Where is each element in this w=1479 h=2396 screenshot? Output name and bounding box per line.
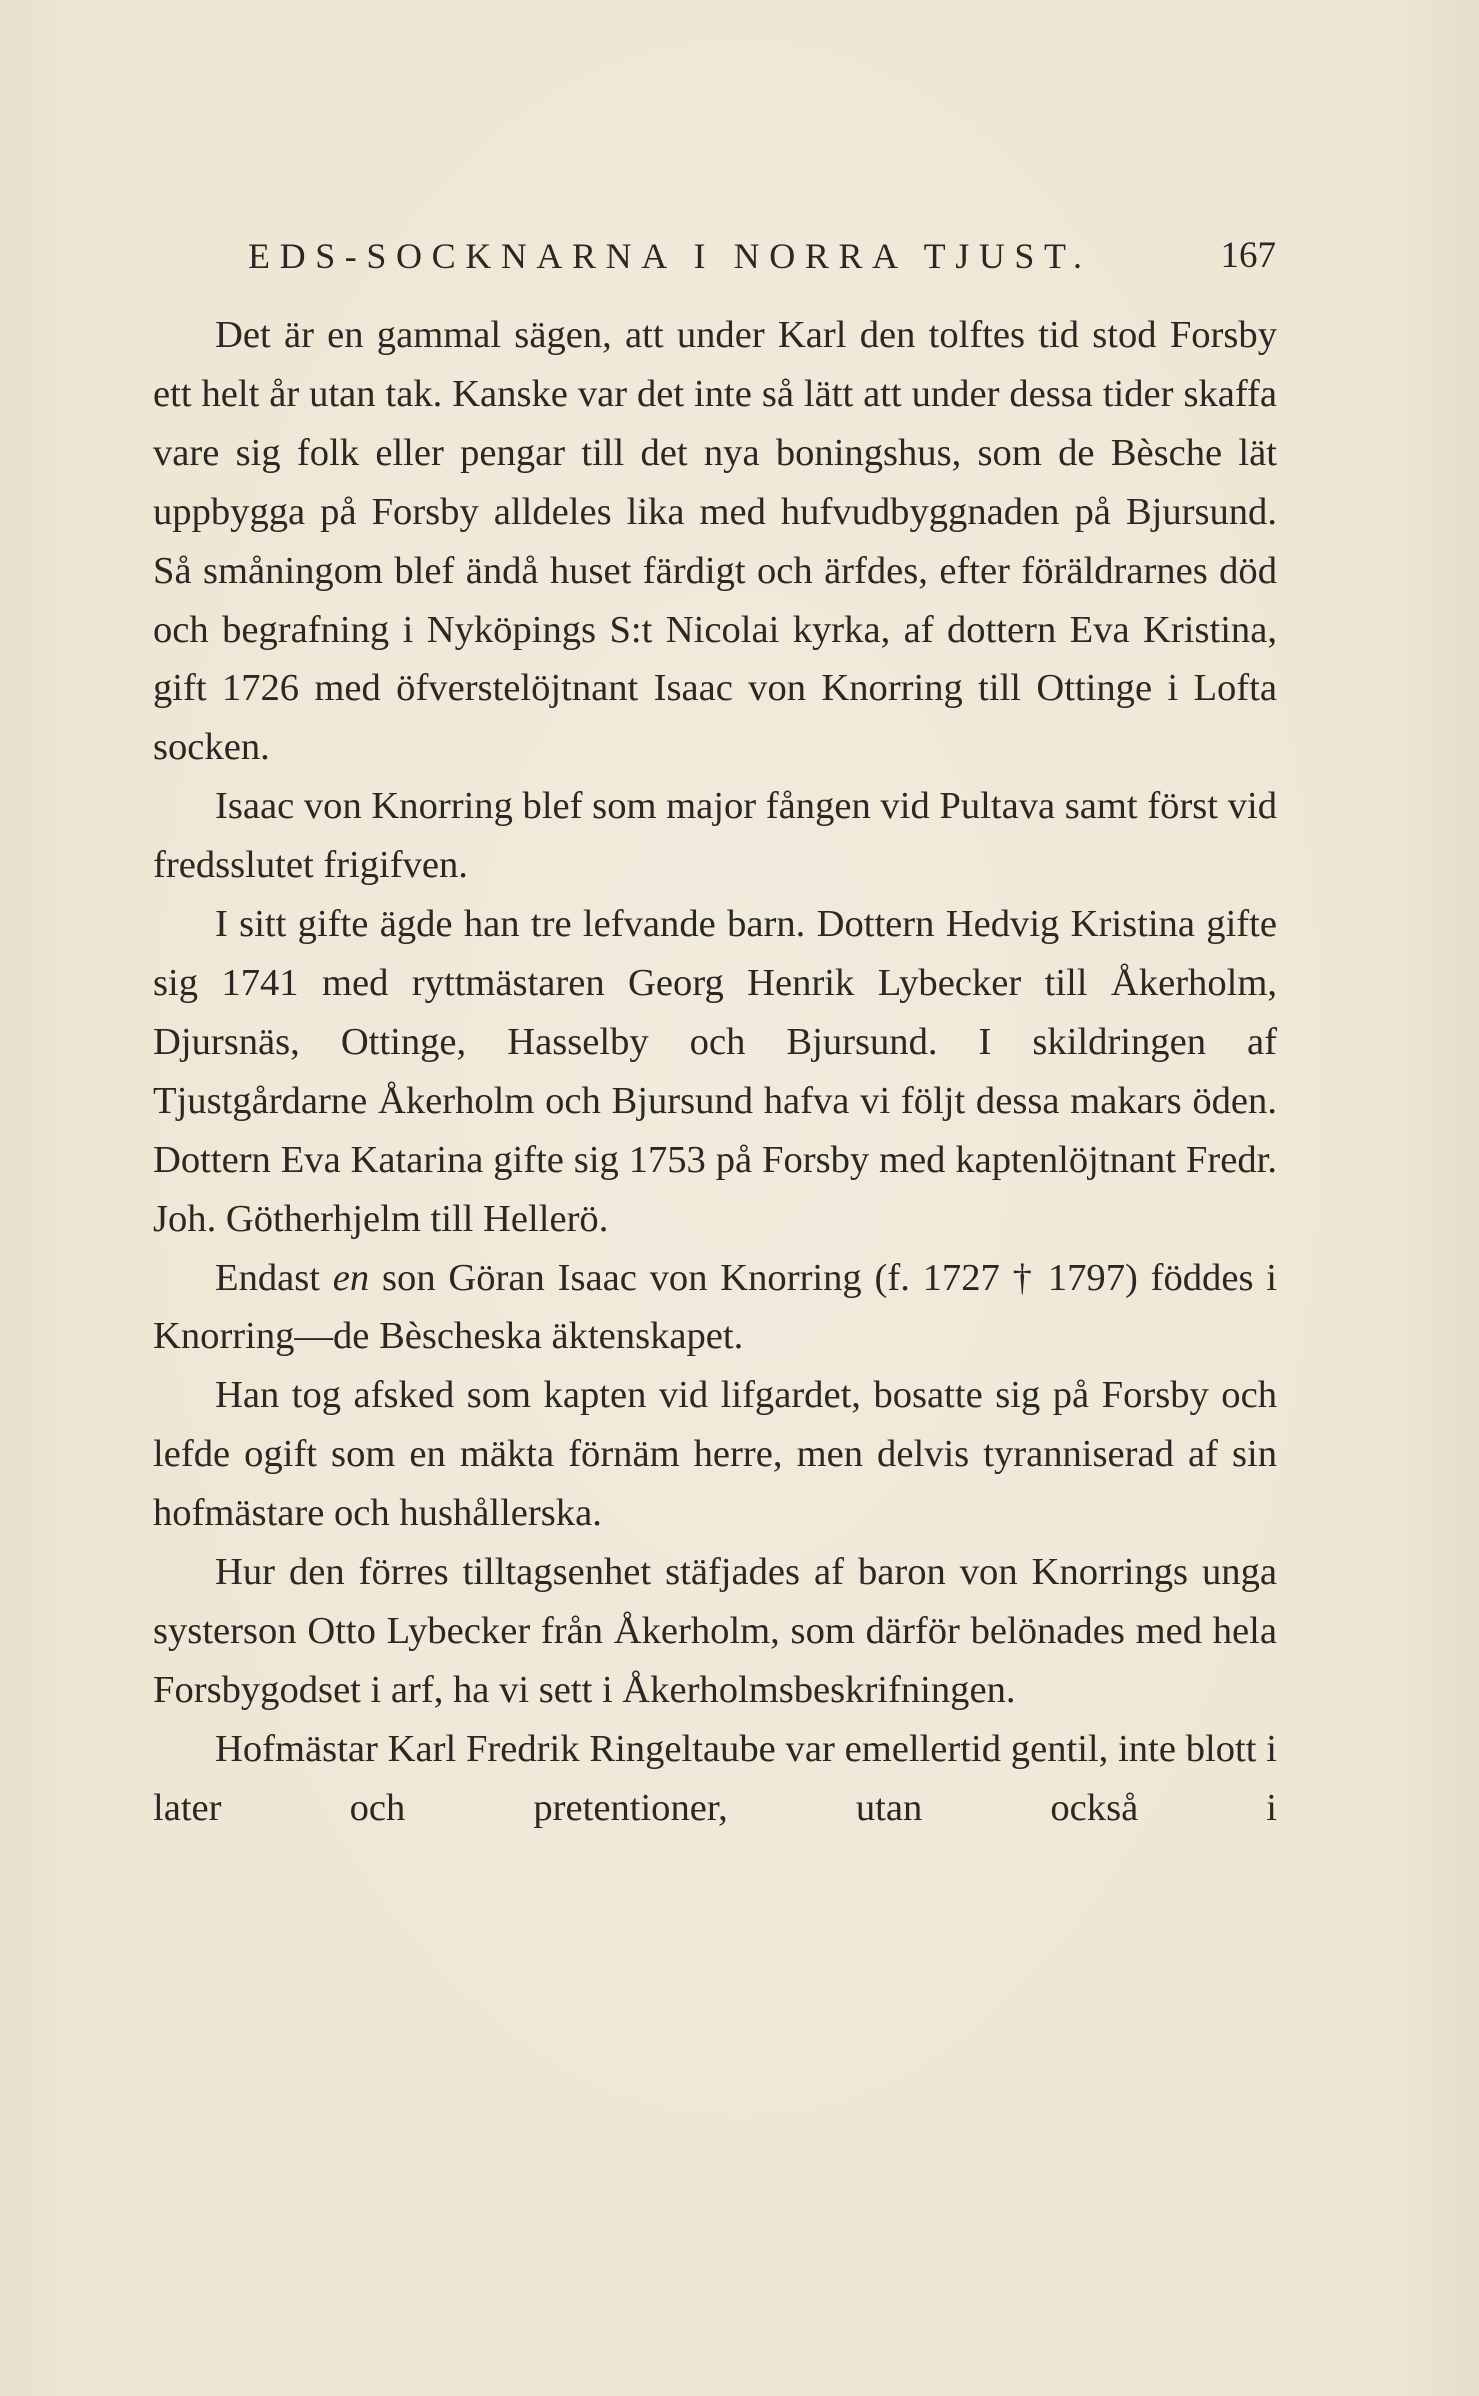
body-text: [153, 306, 1277, 1838]
page-number: 167: [1220, 235, 1276, 276]
italic-emphasis: en: [332, 1256, 370, 1299]
paragraph: Det är en gammal sägen, att under Karl den tolftes tid stod Forsby ett helt år utan tak. Kanske var det inte så lätt att under dessa tider skaffa vare sig folk eller pengar till det nya boningshus, som de Bèsche lät uppbygga på Forsby alldeles lika med hufvudbyggnaden på Bjursund. Så småningom blef ändå huset färdigt och ärfdes, efter föräldrarnes död och begrafning i Nyköpings S:t Nicolai kyrka, af dottern Eva Kristina, gift 1726 med öfverstelöjtnant Isaac von Knorring till Ottinge i Lofta socken.: [153, 314, 1277, 769]
paragraph: [153, 1249, 1277, 1367]
paragraph-text-end: son Göran Isaac von Knorring (f. 1727 † 1797) föddes i Knorring—de Bèscheska äktenskapet.: [153, 1256, 1277, 1358]
page-header: [248, 226, 1276, 286]
paragraph: Hur den förres tilltagsenhet stäfjades af baron von Knorrings unga systerson Otto Lybecker från Åkerholm, som därför belönades med hela Forsbygodset i arf, ha vi sett i Åkerholmsbeskrifningen.: [153, 1551, 1277, 1711]
paragraph: Han tog afsked som kapten vid lifgardet, bosatte sig på Forsby och lefde ogift som en mäkta förnäm herre, men delvis tyranniserad af sin hofmästare och hushållerska.: [153, 1374, 1277, 1535]
paragraph: I sitt gifte ägde han tre lefvande barn. Dottern Hedvig Kristina gifte sig 1741 med ryttmästaren Georg Henrik Lybecker till Åkerholm, Djursnäs, Ottinge, Hasselby och Bjursund. I skildringen af Tjustgårdarne Åkerholm och Bjursund hafva vi följt dessa makars öden. Dottern Eva Katarina gifte sig 1753 på Forsby med kaptenlöjtnant Fredr. Joh. Götherhjelm till Hellerö.: [153, 903, 1277, 1240]
paragraph: Hofmästar Karl Fredrik Ringeltaube var emellertid gentil, inte blott i later och pretentioner, utan också i: [153, 1727, 1277, 1829]
paragraph: Isaac von Knorring blef som major fången vid Pultava samt först vid fredsslutet frigifven.: [153, 785, 1277, 887]
paragraph-text-start: Endast: [215, 1256, 333, 1299]
running-title: EDS-SOCKNARNA I NORRA TJUST.: [248, 236, 1092, 276]
